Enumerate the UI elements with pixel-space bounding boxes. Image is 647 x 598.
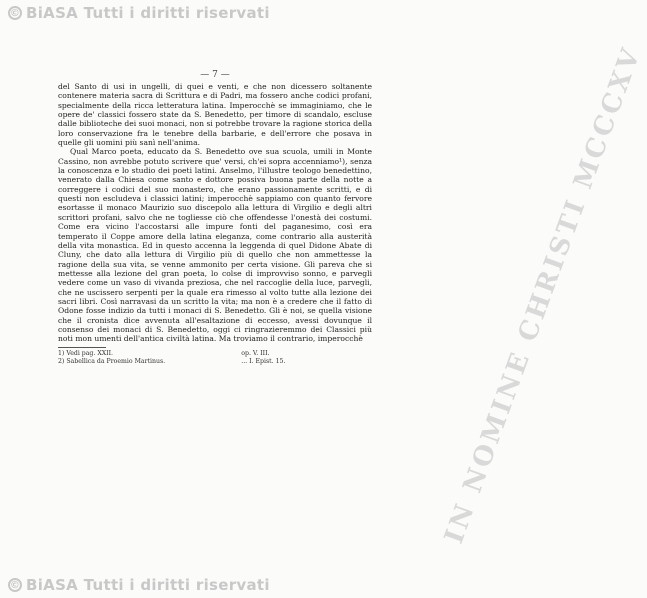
stamp-text: IN NOMINE CHRISTI MCCCXV	[439, 42, 647, 548]
watermark-text: BiASA Tutti i diritti riservati	[26, 4, 270, 22]
footnotes	[58, 350, 372, 366]
watermark-bottom	[0, 575, 426, 595]
page-number: — 7 —	[200, 70, 230, 80]
footnotes-right	[221, 350, 372, 366]
footnote: 2) Sabellica da Proemio Martinus.	[58, 357, 166, 365]
watermark-text: BiASA Tutti i diritti riservati	[26, 576, 270, 594]
footnote: 1) Vedi pag. XXII.	[58, 349, 113, 357]
body-text	[58, 82, 372, 344]
paragraph: Qual Marco poeta, educato da S. Benedetto ove sua scuola, umili in Monte Cassino, non avrebbe potuto scrivere que' versi, ch'ei sopra accenniamo¹), senza la conoscenza e lo studio dei poeti latini. Anselmo, l'illustre teologo benedettino, venerato dalla Chiesa come santo e dottore possiva buona parte della notte a correggere i codici del suo monastero, che erano passionamente scritti, e di questi non escludeva i classici latini; imperocchè sappiamo con quanto fervore esortasse il monaco Maurizio suo discepolo alla lettura di Virgilio e degli altri scrittori profani, salvo che ne togliesse ciò che offendesse l'onestà dei costumi. Come era vicino l'accostarsi alle impure fonti del paganesimo, così era temperato il Coppe amore della latina eleganza, come contrario alla austerità della vita monastica. Ed in questo accenna la leggenda di quel Didone Abate di Cluny, che dato alla lettura di Virgilio più di quello che non ammettesse la ragione della sua vita, se venne ammonito per certa visione. Gli pareva che si mettesse alla lezione del gran poeta, lo colse di improvviso sonno, e parvegli vedere come un vaso di vivanda preziosa, che nel raccoglie della luce, parvegli, che ne uscissero serpenti per la quale era rimesso al volto tutte alla lezione dei sacri libri. Così narravasi da un scritto la vita; ma non è a credere che il fatto di Odone fosse indizio da tutti i monaci di S. Benedetto. Gli è noi, se quella visione che il cronista dice avvenuta all'esaltazione di eccesso, avessi dovunque il consenso dei monaci di S. Benedetto, oggi ci ringrazieremmo dei Classici più noti mon umenti dell'antica civiltà latina. Ma troviamo il contrario, imperocchè	[58, 147, 372, 344]
copyright-icon: ©	[9, 579, 21, 591]
footnote-rule	[58, 347, 106, 348]
page-content	[58, 70, 372, 366]
footnote: ... I. Epist. 15.	[241, 357, 286, 365]
watermark-top	[0, 3, 426, 23]
copyright-icon: ©	[9, 7, 21, 19]
footnotes-left	[58, 350, 209, 366]
paragraph: del Santo di usi in ungelli, di quei e venti, e che non dicessero soltanente contenere materia sacra di Scrittura e di Padri, ma fossero anche codici profani, specialmente della ricca letteratura latina. Imperocchè se immaginiamo, che le opere de' classici fossero state da S. Benedetto, per timore di scandalo, escluse dalle biblioteche dei suoi monaci, non si potrebbe trovare la ragione storica della loro conservazione fra le tenebre della barbarie, e dell'errore che posava in quelle gli uomini più sanì nell'anima.	[58, 82, 372, 148]
footnote: op. V. III.	[241, 349, 270, 357]
